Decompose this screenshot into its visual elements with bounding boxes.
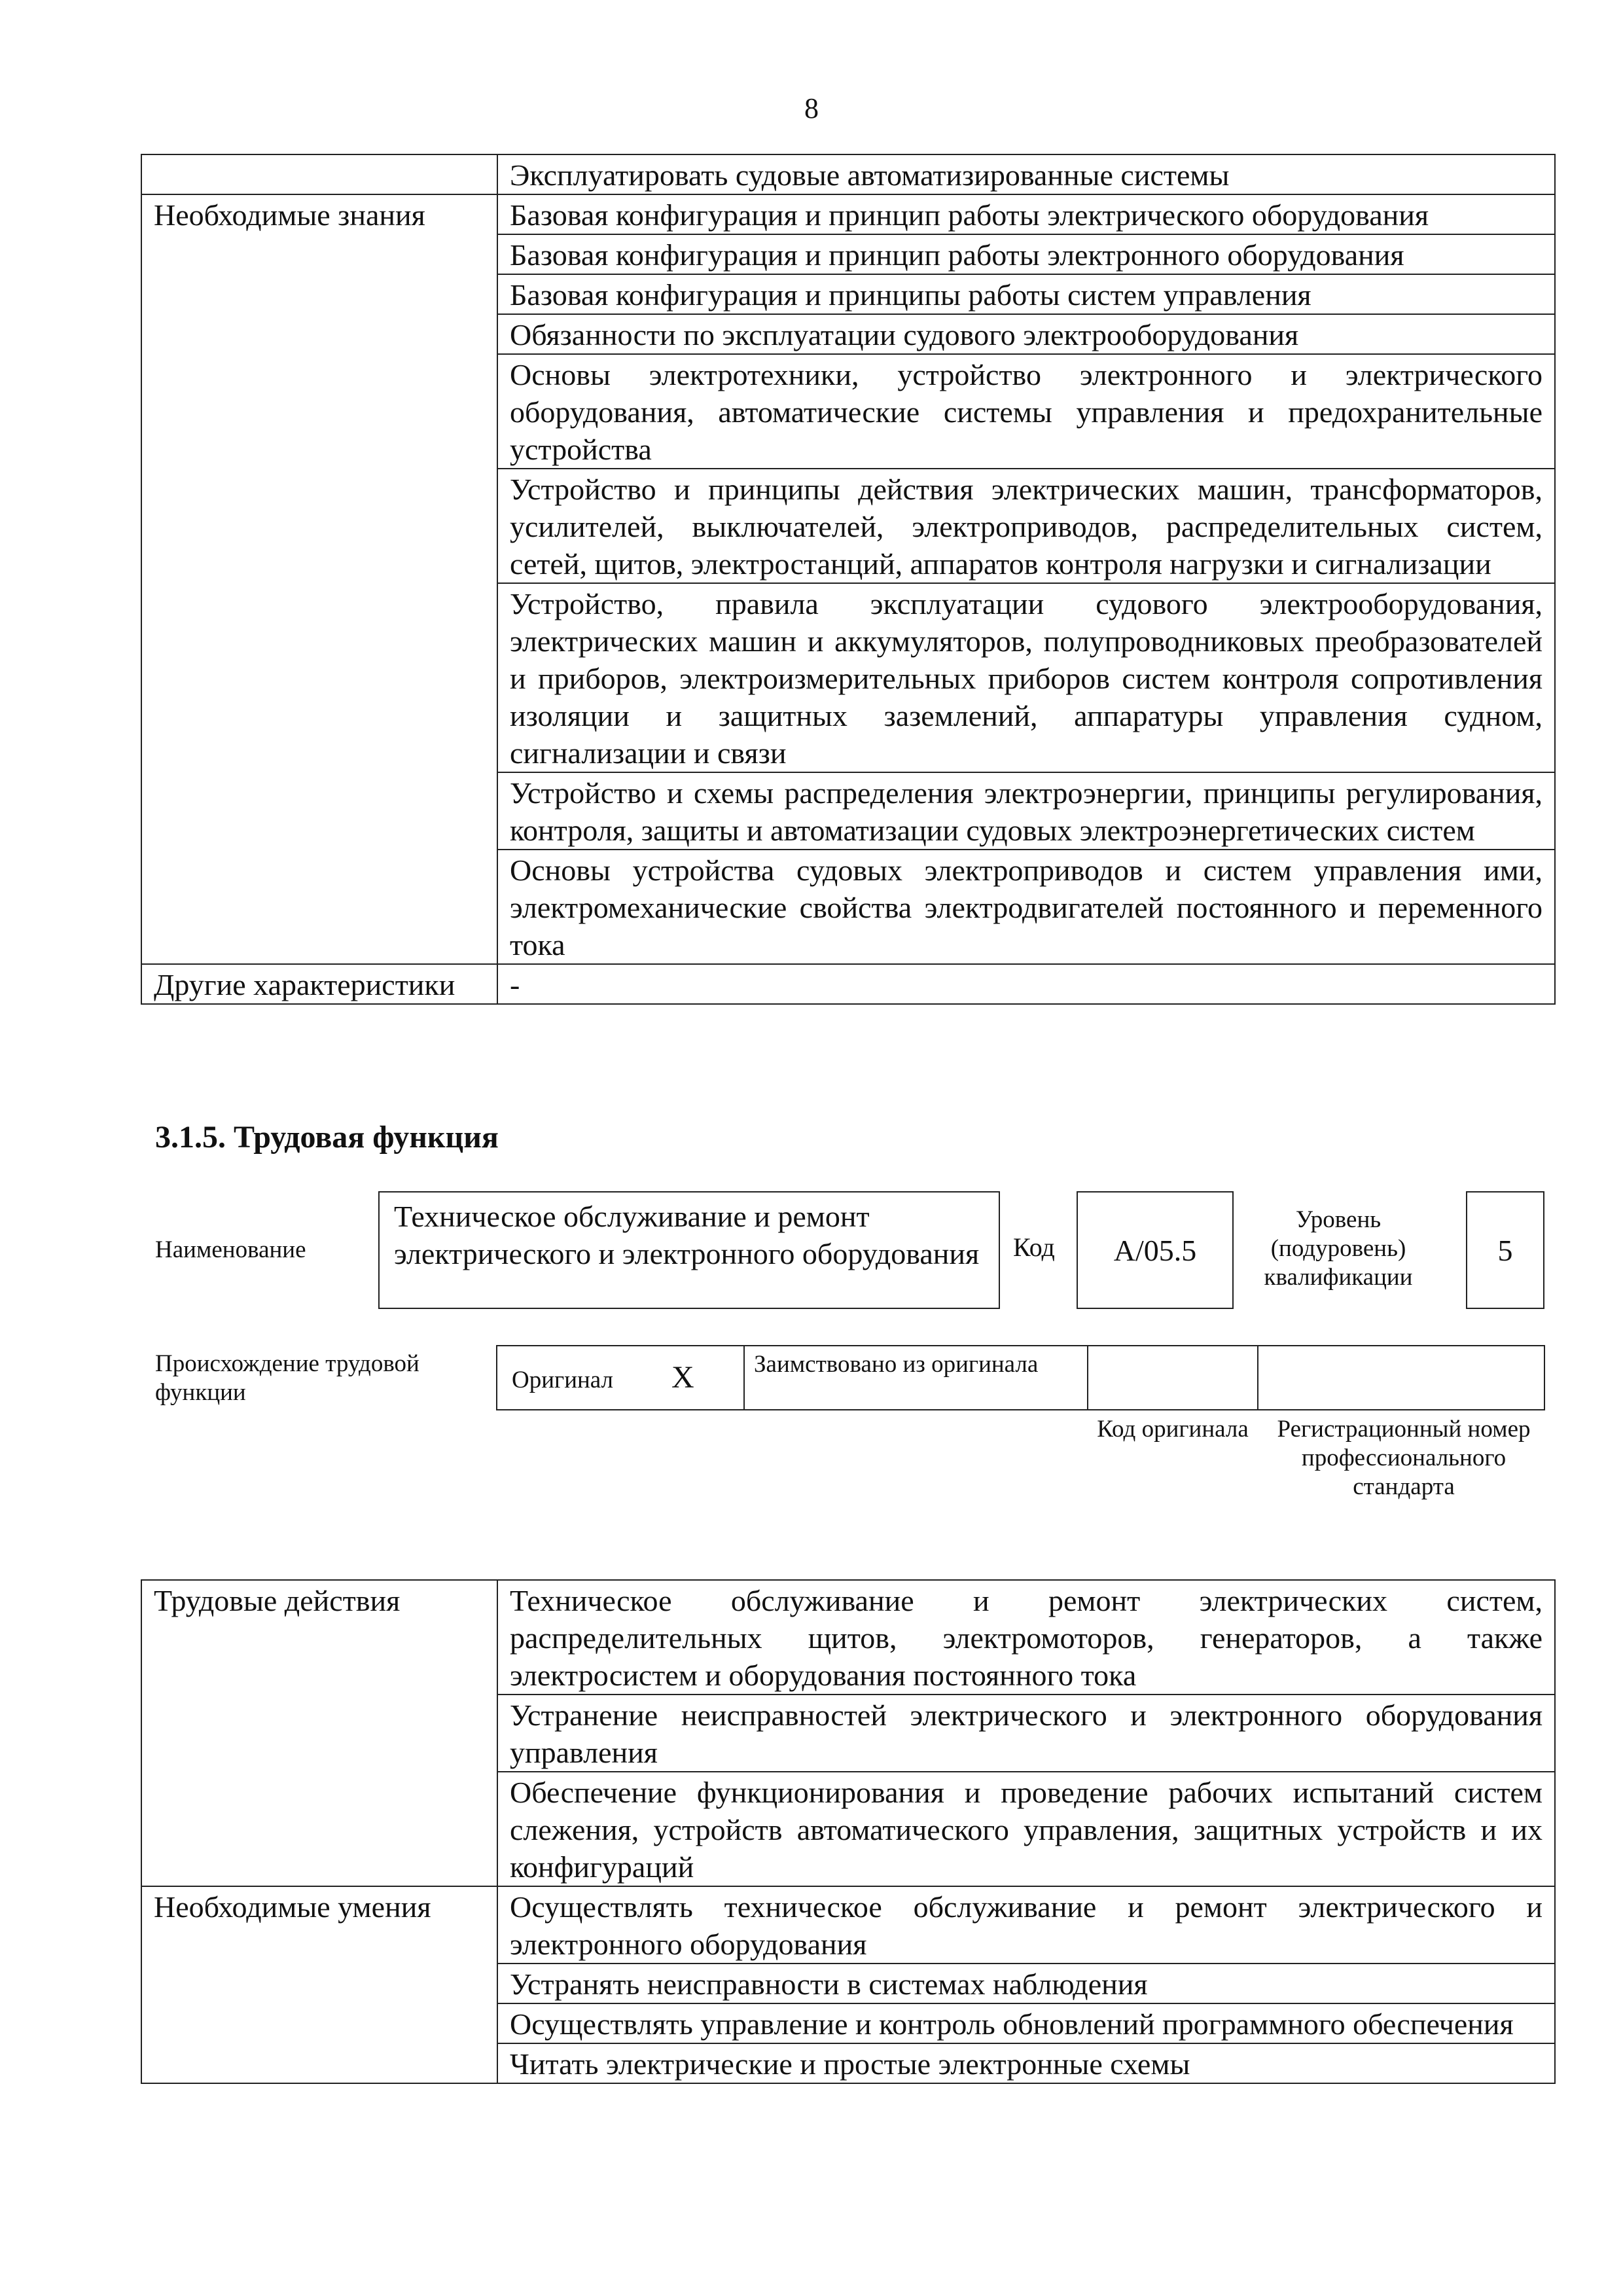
page-number: 8 [804, 92, 819, 124]
skill-item: Устранять неисправности в системах наблюдения [497, 1964, 1555, 2003]
function-name-box: Техническое обслуживание и ремонт электрического и электронного оборудования [378, 1191, 1000, 1309]
table-row [141, 1886, 1555, 1964]
borrowed-box [743, 1345, 1088, 1410]
original-mark: X [671, 1360, 694, 1395]
action-item: Устранение неисправностей электрического и электронного оборудования управления [497, 1695, 1555, 1772]
original-code-box [1087, 1345, 1258, 1410]
skill-item: Читать электрические и простые электронные схемы [497, 2043, 1555, 2083]
registration-number-box [1257, 1345, 1545, 1410]
label-cell [141, 154, 497, 194]
original-box [496, 1345, 745, 1410]
table-row [141, 154, 1555, 194]
original-label: Оригинал [512, 1367, 614, 1393]
skill-item: Осуществлять техническое обслуживание и ремонт электрического и электронного оборудования [497, 1886, 1555, 1964]
table-row [141, 964, 1555, 1004]
knowledge-item: Базовая конфигурация и принципы работы систем управления [497, 274, 1555, 314]
knowledge-item: Устройство, правила эксплуатации судового электрооборудования, электрических машин и аккумуляторов, полупроводниковых преобразователей и приборов, электроизмерительных приборов систем контроля сопротивления изоляции и защитных заземлений, аппаратуры управления судном, сигнализации и связи [497, 583, 1555, 772]
knowledge-table [141, 154, 1556, 1005]
knowledge-item: Базовая конфигурация и принцип работы электронного оборудования [497, 234, 1555, 274]
code-value-box: A/05.5 [1077, 1191, 1234, 1309]
registration-caption: Регистрационный номер профессионального стандарта [1277, 1416, 1531, 1500]
actions-table [141, 1579, 1556, 2084]
level-label: Уровень (подуровень) квалификации [1264, 1206, 1413, 1291]
other-value: - [497, 964, 1555, 1004]
action-item: Техническое обслуживание и ремонт электрических систем, распределительных щитов, электромоторов, генераторов, а также электросистем и оборудования постоянного тока [497, 1580, 1555, 1695]
knowledge-label: Необходимые знания [141, 194, 497, 964]
skills-label: Необходимые умения [141, 1886, 497, 2083]
skill-cell: Эксплуатировать судовые автоматизированные системы [497, 154, 1555, 194]
borrowed-label: Заимствовано из оригинала [754, 1351, 1039, 1378]
name-label: Наименование [155, 1236, 306, 1263]
knowledge-item: Основы устройства судовых электроприводов и систем управления ими, электромеханические свойства электродвигателей постоянного и переменного тока [497, 850, 1555, 964]
code-label: Код [1013, 1232, 1055, 1262]
origin-label: Происхождение трудовой функции [155, 1350, 419, 1406]
action-item: Обеспечение функционирования и проведение рабочих испытаний систем слежения, устройств автоматического управления, защитных устройств и их конфигураций [497, 1772, 1555, 1886]
level-value-box: 5 [1466, 1191, 1544, 1309]
knowledge-item: Устройство и принципы действия электрических машин, трансформаторов, усилителей, выключателей, электроприводов, распределительных систем, сетей, щитов, электростанций, аппаратов контроля нагрузки и сигнализации [497, 469, 1555, 583]
knowledge-item: Основы электротехники, устройство электронного и электрического оборудования, автоматические системы управления и предохранительные устройства [497, 354, 1555, 469]
knowledge-item: Устройство и схемы распределения электроэнергии, принципы регулирования, контроля, защиты и автоматизации судовых электроэнергетических систем [497, 772, 1555, 850]
skill-item: Осуществлять управление и контроль обновлений программного обеспечения [497, 2003, 1555, 2043]
other-label: Другие характеристики [141, 964, 497, 1004]
table-row [141, 194, 1555, 234]
table-row [141, 1580, 1555, 1695]
knowledge-item: Обязанности по эксплуатации судового электрооборудования [497, 314, 1555, 354]
actions-label: Трудовые действия [141, 1580, 497, 1886]
code-caption: Код оригинала [1097, 1416, 1249, 1443]
knowledge-item: Базовая конфигурация и принцип работы электрического оборудования [497, 194, 1555, 234]
section-title: 3.1.5. Трудовая функция [155, 1120, 499, 1155]
